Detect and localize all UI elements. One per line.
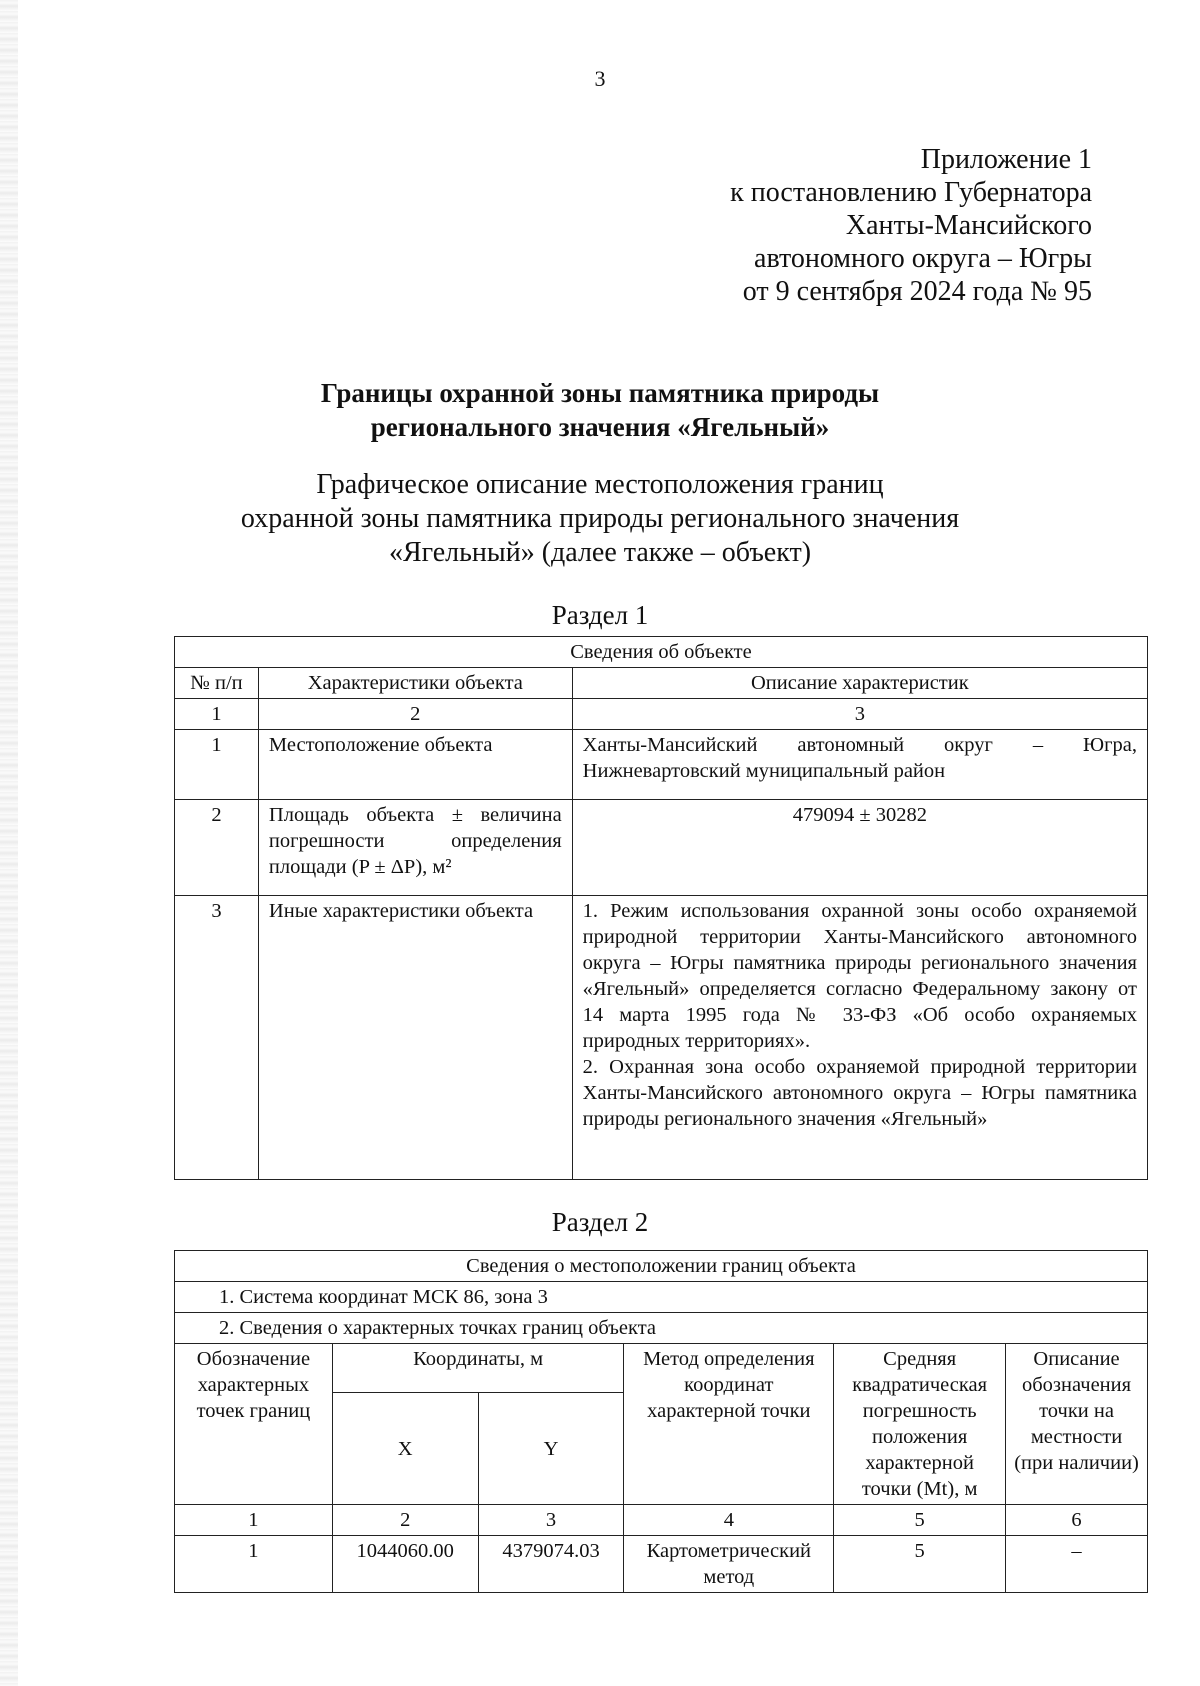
document-title xyxy=(0,376,1200,444)
section2-heading: Раздел 2 xyxy=(551,1207,649,1237)
column-header-y: Y xyxy=(478,1393,624,1505)
column-header: Описание характеристик xyxy=(572,668,1147,699)
characteristic-name: Иные характеристики объекта xyxy=(258,896,572,1180)
method: Картометрический метод xyxy=(624,1536,834,1593)
value-paragraph: 2. Охранная зона особо охраняемой природной территории Ханты-Мансийского автономного округа – Югры памятника природы регионального значения «Ягельный» xyxy=(582,1056,1137,1130)
column-number: 2 xyxy=(332,1505,478,1536)
characteristic-value: Ханты-Мансийский автономный округ – Югра, Нижневартовский муниципальный район xyxy=(572,730,1147,800)
column-header: Средняя квадратическая погрешность положения характерной точки (Mt), м xyxy=(834,1344,1006,1505)
table-row xyxy=(175,896,1148,1180)
column-header: Описание обозначения точки на местности (при наличии) xyxy=(1006,1344,1148,1505)
points-info-heading: 2. Сведения о характерных точках границ объекта xyxy=(175,1313,1148,1344)
column-number: 1 xyxy=(175,1505,333,1536)
characteristic-value: 479094 ± 30282 xyxy=(572,800,1147,896)
column-number: 4 xyxy=(624,1505,834,1536)
column-number: 3 xyxy=(478,1505,624,1536)
subtitle-line: «Ягельный» (далее также – объект) xyxy=(388,537,812,568)
coord-y: 4379074.03 xyxy=(478,1536,624,1593)
characteristic-name: Площадь объекта ± величина погрешности определения площади (P ± ΔP), м² xyxy=(258,800,572,896)
row-number: 1 xyxy=(175,730,259,800)
appendix-line: Ханты-Мансийского xyxy=(845,210,1092,241)
title-line: Границы охранной зоны памятника природы xyxy=(320,378,880,408)
appendix-line: к постановлению Губернатора xyxy=(730,177,1092,208)
table-caption: Сведения об объекте xyxy=(175,637,1148,668)
document-subtitle xyxy=(0,468,1200,570)
subtitle-line: охранной зоны памятника природы регионального значения xyxy=(240,503,960,534)
appendix-block xyxy=(532,143,1092,308)
title-line: регионального значения «Ягельный» xyxy=(370,412,830,442)
column-number: 6 xyxy=(1006,1505,1148,1536)
column-header: Характеристики объекта xyxy=(258,668,572,699)
column-number: 2 xyxy=(258,699,572,730)
column-number: 1 xyxy=(175,699,259,730)
column-header: Координаты, м xyxy=(332,1344,624,1393)
coordinate-system: 1. Система координат МСК 86, зона 3 xyxy=(175,1282,1148,1313)
table-row xyxy=(175,800,1148,896)
row-number: 3 xyxy=(175,896,259,1180)
characteristic-name: Местоположение объекта xyxy=(258,730,572,800)
appendix-line: Приложение 1 xyxy=(920,144,1092,175)
characteristic-value xyxy=(572,896,1147,1180)
table-row xyxy=(175,1536,1148,1593)
point-id: 1 xyxy=(175,1536,333,1593)
column-number: 5 xyxy=(834,1505,1006,1536)
column-header: Обозначение характерных точек границ xyxy=(175,1344,333,1505)
coord-x: 1044060.00 xyxy=(332,1536,478,1593)
column-number: 3 xyxy=(572,699,1147,730)
mean-error: 5 xyxy=(834,1536,1006,1593)
section1-heading: Раздел 1 xyxy=(551,600,649,630)
object-info-table xyxy=(174,636,1148,1180)
page-number: 3 xyxy=(594,66,606,91)
table-caption: Сведения о местоположении границ объекта xyxy=(175,1251,1148,1282)
value-paragraph: 1. Режим использования охранной зоны особо охраняемой природной территории Ханты-Мансийского автономного округа – Югры памятника природы регионального значения «Ягельный» определяется согласно Федеральному закону от 14 марта 1995 года № 33-ФЗ «Об особо охраняемых природных территориях». xyxy=(582,900,1137,1052)
column-header: № п/п xyxy=(175,668,259,699)
column-header: Метод определения координат характерной точки xyxy=(624,1344,834,1505)
appendix-line: от 9 сентября 2024 года № 95 xyxy=(742,276,1092,307)
row-number: 2 xyxy=(175,800,259,896)
appendix-line: автономного округа – Югры xyxy=(754,243,1092,274)
subtitle-line: Графическое описание местоположения границ xyxy=(316,469,884,500)
boundary-points-table xyxy=(174,1250,1148,1593)
point-description: – xyxy=(1006,1536,1148,1593)
scan-edge xyxy=(0,0,18,1686)
table-row xyxy=(175,730,1148,800)
column-header-x: X xyxy=(332,1393,478,1505)
